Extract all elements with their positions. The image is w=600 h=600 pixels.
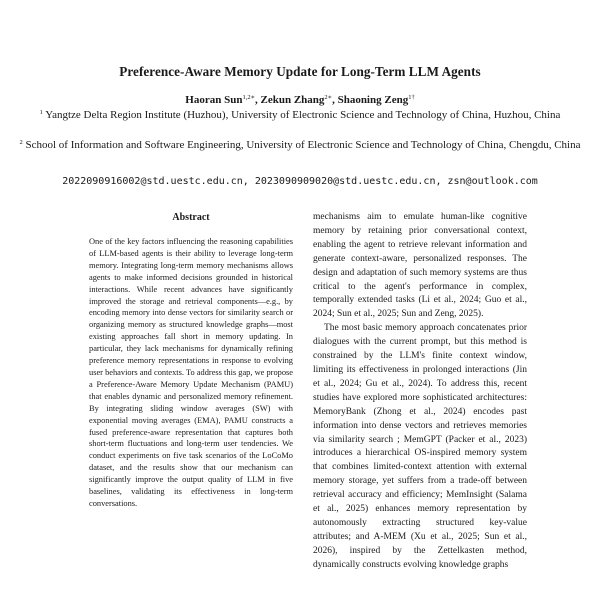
author-emails: 2022090916002@std.uestc.edu.cn, 2023090909020@std.uestc.edu.cn, zsn@outlook.com [62, 176, 538, 187]
author-list: Haoran Sun$^{1,2∗}$, Zekun Zhang$^{2∗}$, Shaoning Zeng$^{1\dagger}$ [185, 94, 415, 106]
author-marks: 2∗ [324, 94, 333, 101]
affiliation-mark: 1 [39, 109, 43, 116]
affiliation-1 [0, 106, 600, 122]
author-name: Shaoning Zeng [337, 94, 409, 106]
body-paragraph: The most basic memory approach concatenates prior dialogues with the current prompt, but this method is constrained by the LLM's finite context window, limiting its effectiveness in prolonged interactions (Jin et al., 2024; Gu et al., 2024). To address this, recent studies have explored more sophisticated architectures: MemoryBank (Zhong et al., 2024) encodes past information into dense vectors and retrieves memories via similarity search ; MemGPT (Packer et al., 2023) introduces a hierarchical OS-inspired memory system that combines limited-context attention with external memory storage, yet suffers from a trade-off between retrieval accuracy and efficiency; MemInsight (Salama et al., 2025) enhances memory representation by autonomously extracting structured key-value attributes; and A-MEM (Xu et al., 2025; Sun et al., 2026), inspired by the Zettelkasten method, dynamically constructs evolving knowledge graphs [313, 323, 527, 570]
affiliation-text: Yangtze Delta Region Institute (Huzhou), University of Electronic Science and Technology of China, Huzhou, China [45, 109, 561, 121]
author-name: Haoran Sun [185, 94, 243, 106]
affiliation-2 [0, 136, 600, 152]
intro-column [313, 211, 527, 573]
body-paragraph: mechanisms aim to emulate human-like cognitive memory by retaining prior conversational context, enabling the agent to retrieve relevant information and generate context-aware, personalized responses. The design and adaptation of such memory systems are thus critical to the agent's performance in complex, temporally extended tasks (Li et al., 2024; Guo et al., 2024; Sun et al., 2025; Sun and Zeng, 2025). [313, 212, 527, 320]
author-marks: 1† [408, 94, 415, 101]
affiliation-mark: 2 [19, 139, 23, 146]
author-marks: 1,2∗ [242, 94, 255, 101]
paper-title: Preference-Aware Memory Update for Long-Term LLM Agents [119, 64, 481, 79]
affiliation-text: School of Information and Software Engineering, University of Electronic Science and Technology of China, Chengdu, China [25, 139, 581, 151]
abstract-heading: Abstract [172, 212, 210, 223]
abstract-text: One of the key factors influencing the reasoning capabilities of LLM-based agents is their ability to leverage long-term memory. Integrating long-term memory mechanisms allows agents to make informed decisions grounded in historical interactions. While recent advances have significantly improved the storage and retrieval components—e.g., by encoding memory into dense vectors for similarity search or organizing memory as structured knowledge graphs—most existing approaches fall short in memory updating. In particular, they lack mechanisms for dynamically refining preference memory representations in response to evolving user behaviors and contexts. To address this gap, we propose a Preference-Aware Memory Update Mechanism (PAMU) that enables dynamic and personalized memory refinement. By integrating sliding window averages (SW) with exponential moving averages (EMA), PAMU constructs a fused preference-aware representation that captures both short-term fluctuations and long-term user tendencies. We conduct experiments on five task scenarios of the LoCoMo dataset, and the results show that our mechanism can significantly improve the output quality of LLM in five baselines, validating its effectiveness in long-term conversations. [89, 237, 293, 508]
author-name: Zekun Zhang [260, 94, 325, 106]
